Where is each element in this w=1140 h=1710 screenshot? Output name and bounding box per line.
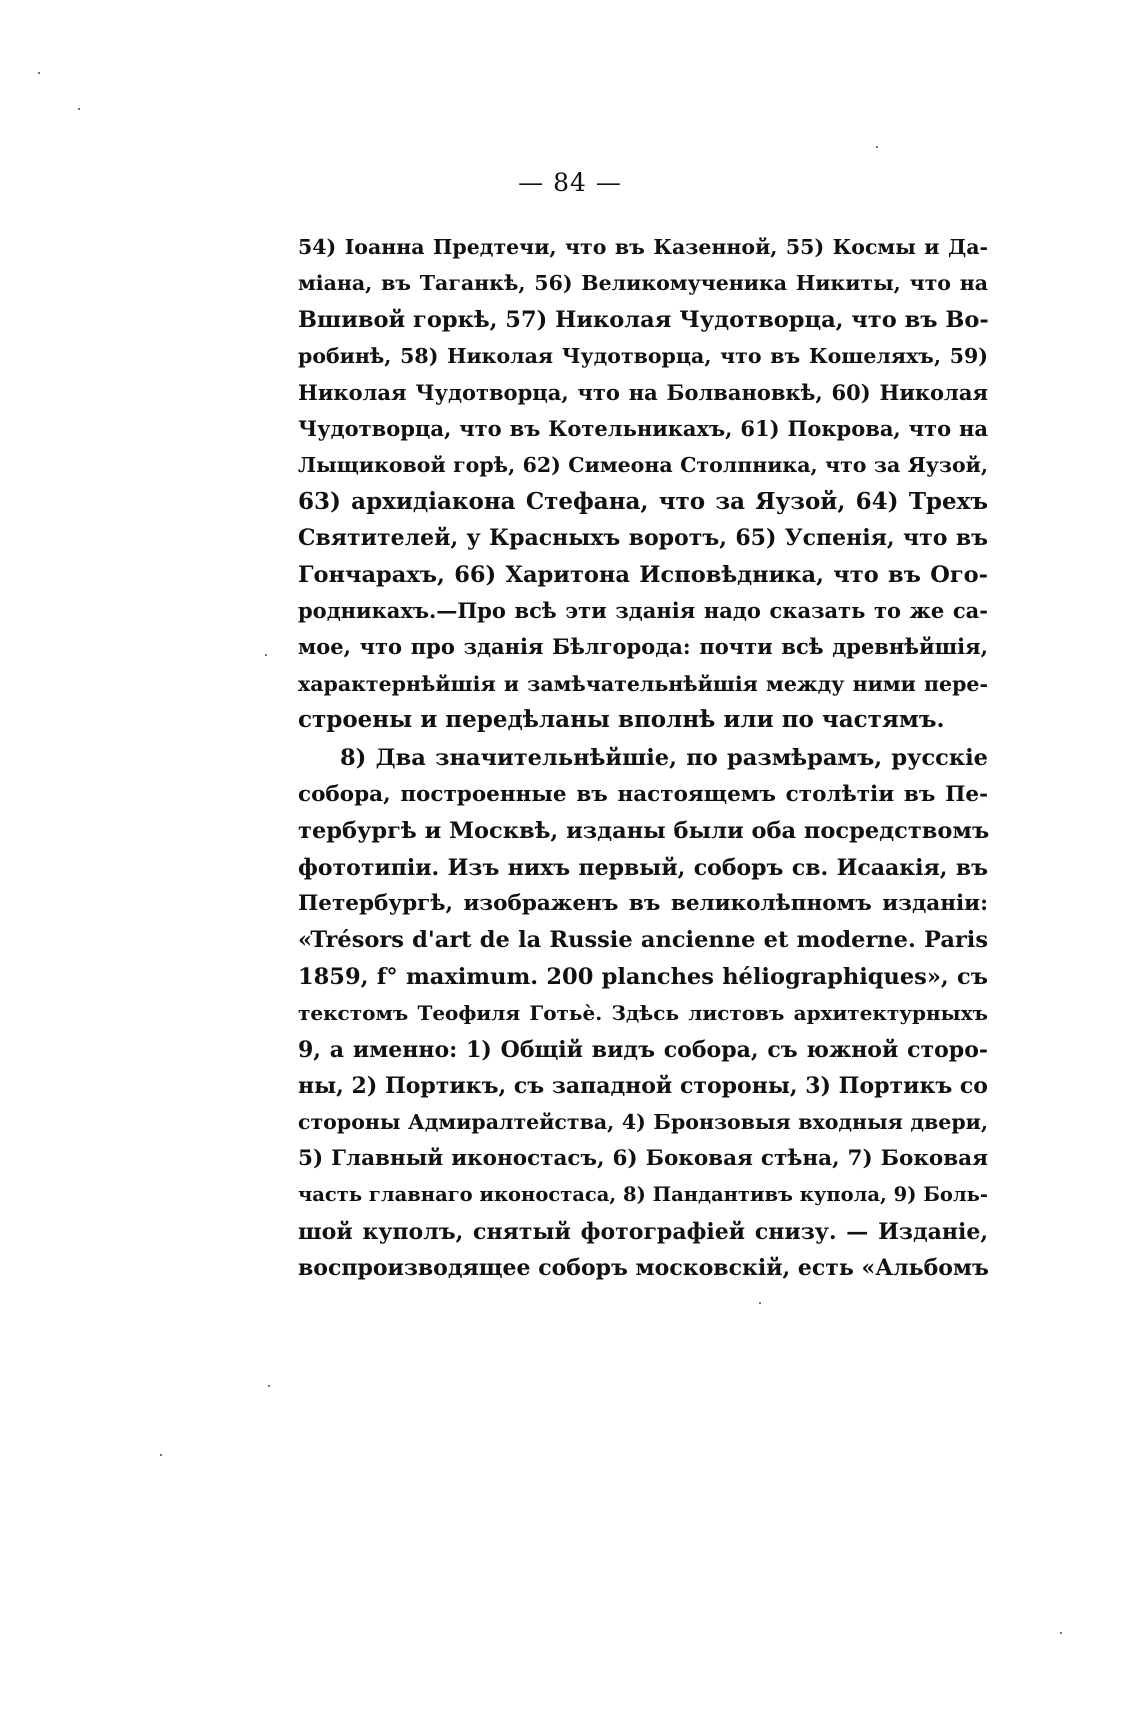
scan-speck <box>759 1302 761 1304</box>
text-line: міана, въ Таганкѣ, 56) Великомученика Никиты, что на <box>298 271 988 296</box>
text-line: Святителей, у Красныхъ воротъ, 65) Успенія, что въ <box>298 525 988 552</box>
text-line: 1859, f° maximum. 200 planches héliographiques», съ <box>298 963 988 990</box>
text-line: 8) Два значительнѣйшіе, по размѣрамъ, русскіе <box>340 745 988 772</box>
text-line: робинѣ, 58) Николая Чудотворца, что въ Кошеляхъ, 59) <box>298 344 988 369</box>
text-line: «Trésors d'art de la Russie ancienne et moderne. Paris <box>298 927 988 954</box>
text-line: мое, что про зданія Бѣлгорода: почти всѣ древнѣйшія, <box>298 634 988 660</box>
text-line: Гончарахъ, 66) Харитона Исповѣдника, что въ Ого- <box>298 561 988 588</box>
text-line: фототипіи. Изъ нихъ первый, соборъ св. Исаакія, въ <box>298 854 988 881</box>
paragraph-church-list <box>298 229 988 738</box>
text-line: Вшивой горкѣ, 57) Николая Чудотворца, что въ Во- <box>298 306 989 333</box>
text-line: родникахъ.—Про всѣ эти зданія надо сказать то же са- <box>298 597 988 623</box>
text-line: 63) архидіакона Стефана, что за Яузой, 64) Трехъ <box>298 487 988 515</box>
paragraph-cathedrals <box>298 740 988 1286</box>
scan-speck <box>1060 1632 1062 1634</box>
text-line: 5) Главный иконостасъ, 6) Боковая стѣна, 7) Боковая <box>298 1145 988 1171</box>
body-text <box>298 229 988 1286</box>
text-line: Николая Чудотворца, что на Болвановкѣ, 60) Николая <box>298 379 988 405</box>
text-line: ны, 2) Портикъ, съ западной стороны, 3) Портикъ со <box>298 1072 988 1099</box>
scan-speck <box>78 108 80 110</box>
text-line: стороны Адмиралтейства, 4) Бронзовыя входныя двери, <box>298 1110 988 1135</box>
scan-speck <box>876 146 878 148</box>
scan-speck <box>38 72 40 74</box>
text-line: 54) Іоанна Предтечи, что въ Казенной, 55) Космы и Да- <box>298 235 988 259</box>
text-line: Петербургѣ, изображенъ въ великолѣпномъ изданіи: <box>298 891 988 917</box>
text-line: тербургѣ и Москвѣ, изданы были оба посредствомъ <box>298 818 990 845</box>
page-number: — 84 — <box>518 168 622 197</box>
text-line: 9, а именно: 1) Общій видъ собора, съ южной сторо- <box>298 1036 988 1063</box>
scan-speck <box>268 1385 270 1387</box>
text-line: часть главнаго иконостаса, 8) Пандантивъ купола, 9) Боль- <box>298 1183 988 1207</box>
text-line: Чудотворца, что въ Котельникахъ, 61) Покрова, что на <box>298 415 988 441</box>
text-line: шой куполъ, снятый фотографіей снизу. — Изданіе, <box>298 1218 988 1245</box>
text-line: характернѣйшія и замѣчательнѣйшія между ними пере- <box>298 671 988 696</box>
text-line: Лыщиковой горѣ, 62) Симеона Столпника, что за Яузой, <box>298 453 988 478</box>
text-line: текстомъ Теофиля Готьѐ. Здѣсь листовъ архитектурныхъ <box>298 1001 988 1026</box>
text-line: собора, построенные въ настоящемъ столѣтіи въ Пе- <box>298 781 988 807</box>
text-line: воспроизводящее соборъ московскій, есть «Альбомъ <box>298 1254 989 1281</box>
text-line: строены и передѣланы вполнѣ или по частямъ. <box>298 706 945 734</box>
scan-speck <box>160 1454 162 1456</box>
scan-speck <box>265 654 267 656</box>
